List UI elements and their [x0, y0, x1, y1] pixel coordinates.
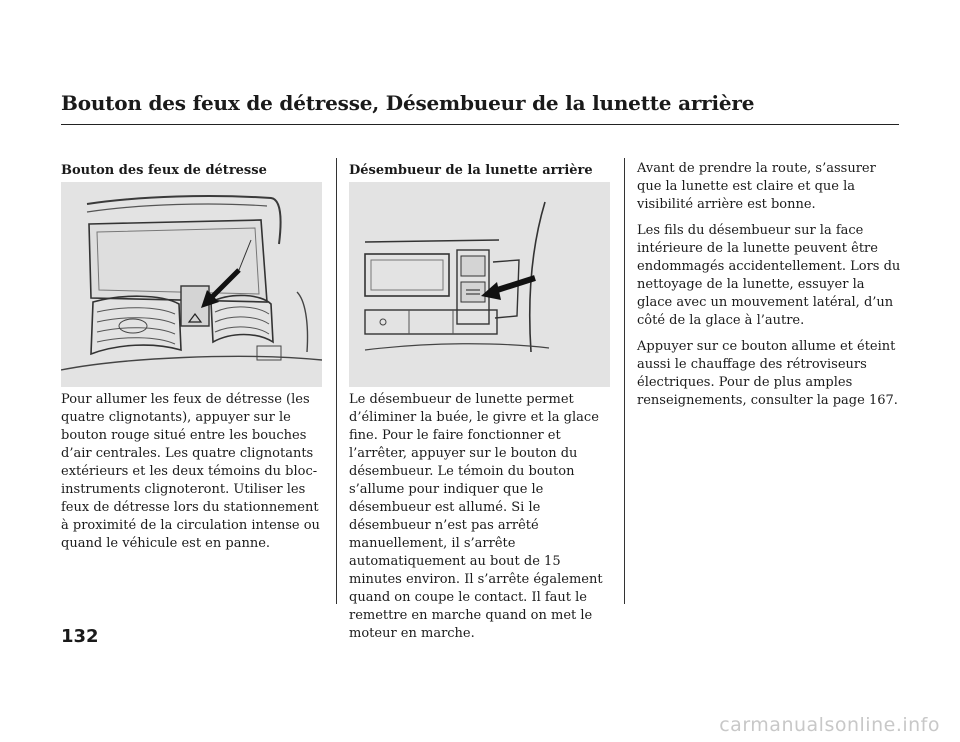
hazard-button-illustration-icon	[61, 182, 322, 387]
notes-section	[637, 160, 903, 418]
column-divider-1	[336, 158, 337, 604]
notes-paragraph-1: Avant de prendre la route, s’assurer que la lunette est claire et que la visibilité arrière est bonne.	[637, 161, 876, 212]
notes-paragraph-3: Appuyer sur ce bouton allume et éteint aussi le chauffage des rétroviseurs électriques. Pour de plus amples renseignements, consulter la page 167.	[637, 339, 898, 408]
title-divider	[61, 124, 899, 125]
hazard-paragraph: Pour allumer les feux de détresse (les quatre clignotants), appuyer sur le bouton rouge situé entre les bouches d’air centrales. Les quatre clignotants extérieurs et les deux témoins du bloc-instruments clignoteront. Utiliser les feux de détresse lors du stationnement à proximité de la circulation intense ou quand le véhicule est en panne.	[61, 392, 320, 551]
page-title: Bouton des feux de détresse, Désembueur de la lunette arrière	[61, 91, 755, 115]
hazard-heading: Bouton des feux de détresse	[61, 163, 267, 178]
defroster-heading: Désembueur de la lunette arrière	[349, 163, 593, 178]
notes-paragraph-2: Les fils du désembueur sur la face intérieure de la lunette peuvent être endommagés accidentellement. Lors du nettoyage de la lunette, essuyer la glace avec un mouvement latéral, d’un côté de la glace à l’autre.	[637, 223, 901, 328]
hazard-section	[61, 162, 323, 561]
defroster-paragraph: Le désembueur de lunette permet d’éliminer la buée, le givre et la glace fine. Pour le faire fonctionner et l’arrêter, appuyer sur le bouton du désembueur. Le témoin du bouton s’allume pour indiquer que le désembueur est allumé. Si le désembueur n’est pas arrêté manuellement, il s’arrête automatiquement au bout de 15 minutes environ. Il s’arrête également quand on coupe le contact. Il faut le remettre en marche quand on met le moteur en marche.	[349, 392, 603, 641]
defroster-section	[349, 162, 611, 651]
watermark: carmanualsonline.info	[719, 714, 940, 736]
column-divider-2	[624, 158, 625, 604]
page-number: 132	[61, 626, 99, 647]
rear-defroster-button-illustration-icon	[349, 182, 610, 387]
